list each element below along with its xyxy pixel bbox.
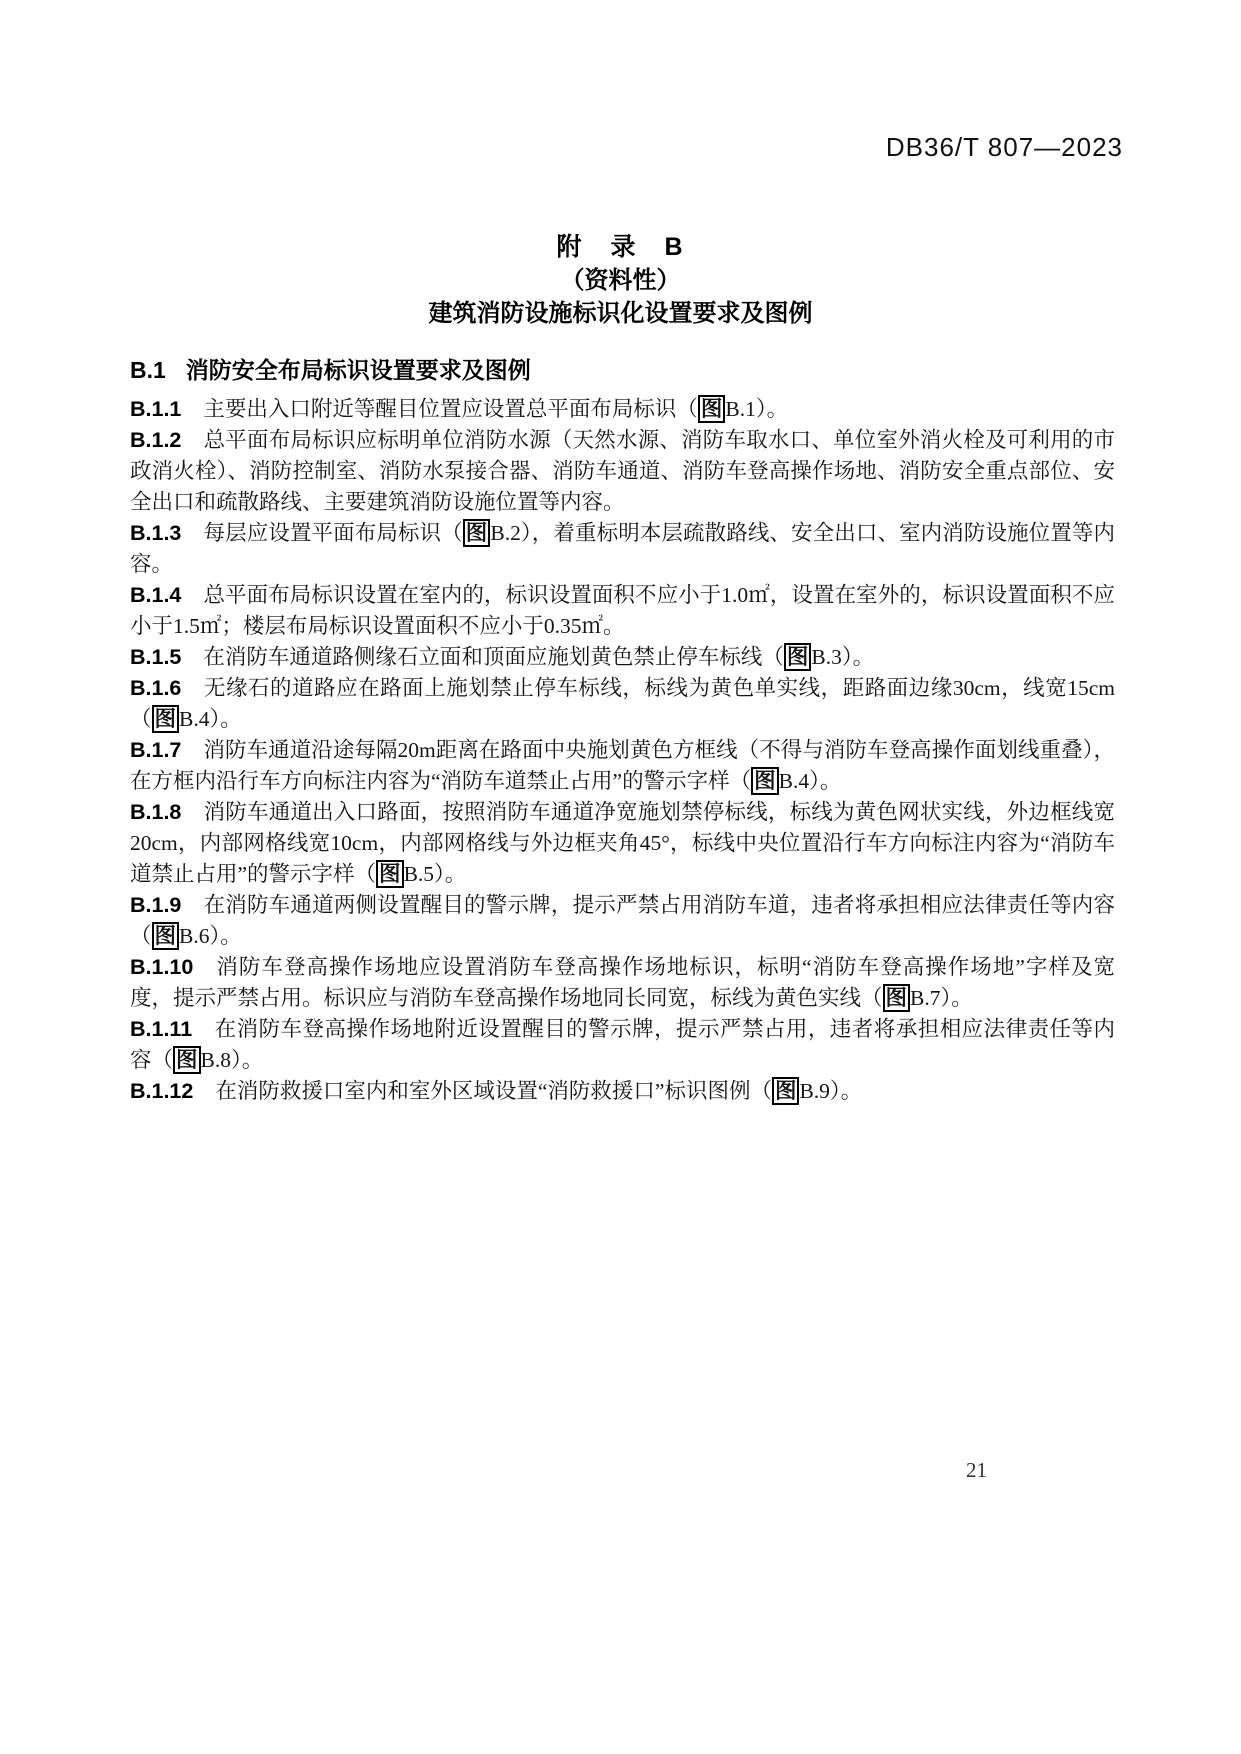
section-number: B.1 [130, 357, 166, 383]
clause-b-1-12 [130, 1076, 1115, 1107]
clause-number: B.1.12 [130, 1079, 194, 1103]
clauses-container [130, 394, 1115, 1107]
appendix-title: 附 录 B [556, 233, 685, 261]
clause-text: 主要出入口附近等醒目位置应设置总平面布局标识（ 图 B.1）。 [203, 397, 789, 421]
figure-ref-icon: 图 [698, 395, 726, 423]
clause-text: 消防车通道出入口路面，按照消防车通道净宽施划禁停标线，标线为黄色网状实线，外边框线宽20cm，内部网格线宽10cm，内部网格线与外边框夹角45°，标线中央位置沿行车方向标注内容为“消防车道禁止占用”的警示字样（ 图 B.5）。 [130, 800, 1115, 886]
figure-ref-icon: 图 [463, 519, 491, 547]
clause-b-1-11 [130, 1014, 1115, 1076]
clause-number: B.1.7 [130, 738, 182, 762]
figure-ref-icon: 图 [772, 1077, 800, 1105]
figure-ref-icon: 图 [173, 1046, 201, 1074]
clause-text: 无缘石的道路应在路面上施划禁止停车标线，标线为黄色单实线，距路面边缘30cm，线宽15cm（ 图 B.4）。 [130, 676, 1115, 731]
standard-number-header: DB36/T 807—2023 [885, 132, 1123, 162]
clause-number: B.1.4 [130, 583, 182, 607]
clause-b-1-6 [130, 673, 1115, 735]
clause-number: B.1.2 [130, 428, 182, 452]
clause-number: B.1.6 [130, 676, 182, 700]
clause-b-1-1 [130, 394, 1115, 425]
appendix-subject-title: 建筑消防设施标识化设置要求及图例 [428, 300, 813, 327]
clause-number: B.1.10 [130, 955, 194, 979]
clause-number: B.1.5 [130, 645, 182, 669]
section-heading [130, 352, 1115, 385]
clause-number: B.1.9 [130, 893, 182, 917]
clause-number: B.1.3 [130, 521, 182, 545]
clause-text: 消防车通道沿途每隔20m距离在路面中央施划黄色方框线（不得与消防车登高操作面划线重叠），在方框内沿行车方向标注内容为“消防车道禁止占用”的警示字样（ 图 B.4）。 [130, 738, 1115, 793]
clause-b-1-9 [130, 890, 1115, 952]
figure-ref-icon: 图 [152, 705, 180, 733]
page-number: 21 [966, 1458, 987, 1482]
figure-ref-icon: 图 [751, 767, 779, 795]
clause-text: 在消防救援口室内和室外区域设置“消防救援口”标识图例（ 图 B.9）。 [215, 1079, 863, 1103]
appendix-type-label: （资料性） [560, 267, 681, 294]
clause-b-1-3 [130, 518, 1115, 580]
clause-b-1-2 [130, 425, 1115, 518]
clause-text: 消防车登高操作场地应设置消防车登高操作场地标识，标明“消防车登高操作场地”字样及宽度，提示严禁占用。标识应与消防车登高操作场地同长同宽，标线为黄色实线（ 图 B.7）。 [130, 955, 1115, 1010]
figure-ref-icon: 图 [784, 643, 812, 671]
clause-text: 总平面布局标识设置在室内的，标识设置面积不应小于1.0㎡，设置在室外的，标识设置面积不应小于1.5㎡；楼层布局标识设置面积不应小于0.35㎡。 [130, 583, 1115, 638]
clause-number: B.1.1 [130, 397, 182, 421]
figure-ref-icon: 图 [152, 922, 180, 950]
clause-text: 在消防车通道路侧缘石立面和顶面应施划黄色禁止停车标线（ 图 B.3）。 [203, 645, 875, 669]
clause-number: B.1.11 [130, 1017, 193, 1041]
clause-b-1-4 [130, 580, 1115, 642]
clause-b-1-5 [130, 642, 1115, 673]
clause-text: 在消防车通道两侧设置醒目的警示牌，提示严禁占用消防车道，违者将承担相应法律责任等内容（ 图 B.6）。 [130, 893, 1115, 948]
clause-b-1-10 [130, 952, 1115, 1014]
clause-number: B.1.8 [130, 800, 182, 824]
clause-b-1-7 [130, 735, 1115, 797]
clause-text: 总平面布局标识应标明单位消防水源（天然水源、消防车取水口、单位室外消火栓及可利用的市政消火栓）、消防控制室、消防水泵接合器、消防车通道、消防车登高操作场地、消防安全重点部位、安全出口和疏散路线、主要建筑消防设施位置等内容。 [130, 428, 1115, 514]
section-title: 消防安全布局标识设置要求及图例 [185, 357, 531, 383]
figure-ref-icon: 图 [883, 984, 911, 1012]
clause-text: 每层应设置平面布局标识（ 图 B.2），着重标明本层疏散路线、安全出口、室内消防设施位置等内容。 [130, 521, 1115, 576]
appendix-title-block [0, 230, 1241, 330]
figure-ref-icon: 图 [376, 860, 404, 888]
clause-b-1-8 [130, 797, 1115, 890]
clause-text: 在消防车登高操作场地附近设置醒目的警示牌，提示严禁占用，违者将承担相应法律责任等内容（ 图 B.8）。 [130, 1017, 1115, 1072]
